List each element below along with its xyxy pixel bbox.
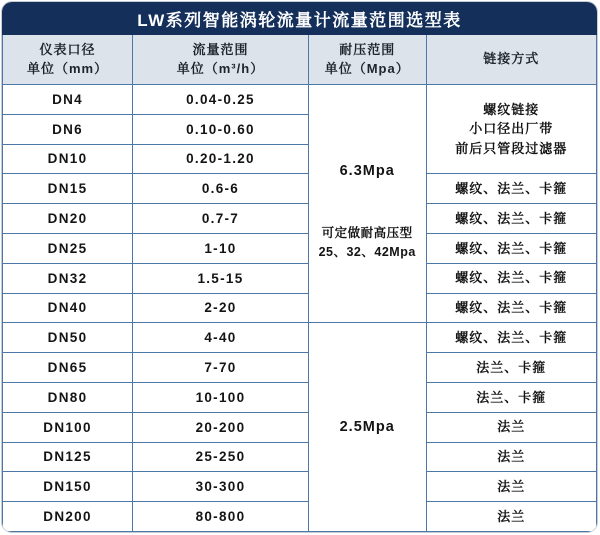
connection-line: 法兰 xyxy=(497,419,526,435)
connection-cell xyxy=(427,472,597,502)
column-header-label: 流量范围 xyxy=(192,41,249,57)
diameter-cell: DN80 xyxy=(3,383,133,413)
connection-line: 法兰 xyxy=(497,479,526,495)
connection-cell xyxy=(427,234,597,264)
flow-range-cell: 2-20 xyxy=(133,294,309,324)
pressure-cell xyxy=(309,323,427,532)
diameter-cell: DN10 xyxy=(3,145,133,175)
column-header-label: 耐压范围 xyxy=(339,41,396,57)
connection-line: 法兰 xyxy=(497,449,526,465)
diameter-cell: DN125 xyxy=(3,443,133,473)
diameter-cell: DN65 xyxy=(3,353,133,383)
flow-range-cell: 80-800 xyxy=(133,502,309,532)
diameter-cell: DN20 xyxy=(3,204,133,234)
diameter-cell: DN40 xyxy=(3,294,133,324)
column-header-label: 仪表口径 xyxy=(39,41,96,57)
connection-line: 法兰、卡箍 xyxy=(476,389,547,405)
flow-range-cell: 0.20-1.20 xyxy=(133,145,309,175)
selection-table-card xyxy=(2,2,597,532)
diameter-cell: DN100 xyxy=(3,413,133,443)
connection-cell xyxy=(427,204,597,234)
pressure-cell xyxy=(309,85,427,323)
flow-range-cell: 1.5-15 xyxy=(133,264,309,294)
column-header-unit: 单位（Mpa） xyxy=(324,60,410,76)
diameter-cell: DN15 xyxy=(3,174,133,204)
flow-range-cell: 0.7-7 xyxy=(133,204,309,234)
column-header-2 xyxy=(133,35,309,85)
connection-line: 法兰、卡箍 xyxy=(476,359,547,375)
diameter-cell: DN200 xyxy=(3,502,133,532)
diameter-cell: DN150 xyxy=(3,472,133,502)
flow-range-cell: 25-250 xyxy=(133,443,309,473)
connection-cell xyxy=(427,174,597,204)
pressure-value: 2.5Mpa xyxy=(339,419,395,436)
column-header-1 xyxy=(3,35,133,85)
diameter-cell: DN4 xyxy=(3,85,133,115)
connection-cell xyxy=(427,85,597,174)
table-title: LW系列智能涡轮流量计流量范围选型表 xyxy=(2,2,597,35)
flow-range-cell: 7-70 xyxy=(133,353,309,383)
connection-cell xyxy=(427,264,597,294)
connection-line: 螺纹、法兰、卡箍 xyxy=(455,270,568,286)
flow-range-cell: 1-10 xyxy=(133,234,309,264)
connection-cell xyxy=(427,443,597,473)
pressure-value: 6.3Mpa xyxy=(339,163,395,179)
pressure-note-line: 25、32、42Mpa xyxy=(318,244,416,259)
connection-line: 螺纹、法兰、卡箍 xyxy=(455,210,568,226)
flow-range-cell: 10-100 xyxy=(133,383,309,413)
flow-range-cell: 0.04-0.25 xyxy=(133,85,309,115)
diameter-cell: DN50 xyxy=(3,323,133,353)
connection-cell xyxy=(427,383,597,413)
connection-line: 法兰 xyxy=(497,508,526,524)
pressure-note-line: 可定做耐高压型 xyxy=(321,226,413,240)
diameter-cell: DN25 xyxy=(3,234,133,264)
column-header-unit: 单位（mm） xyxy=(26,60,109,76)
flow-range-cell: 20-200 xyxy=(133,413,309,443)
diameter-cell: DN6 xyxy=(3,115,133,145)
flow-range-cell: 4-40 xyxy=(133,323,309,353)
diameter-cell: DN32 xyxy=(3,264,133,294)
column-header-4 xyxy=(427,35,597,85)
connection-cell xyxy=(427,413,597,443)
column-header-unit: 单位（m³/h） xyxy=(176,60,265,76)
selection-table xyxy=(2,35,597,532)
connection-line: 螺纹、法兰、卡箍 xyxy=(455,330,568,346)
column-header-label: 链接方式 xyxy=(483,51,540,67)
connection-line: 螺纹链接 xyxy=(483,101,540,117)
connection-cell xyxy=(427,502,597,532)
flow-range-cell: 0.10-0.60 xyxy=(133,115,309,145)
connection-cell xyxy=(427,353,597,383)
flow-range-cell: 30-300 xyxy=(133,472,309,502)
connection-line: 螺纹、法兰、卡箍 xyxy=(455,181,568,197)
pressure-note xyxy=(319,224,416,262)
connection-line: 螺纹、法兰、卡箍 xyxy=(455,240,568,256)
connection-line: 前后只管段过滤器 xyxy=(455,140,568,156)
connection-line: 螺纹、法兰、卡箍 xyxy=(455,300,568,316)
column-header-3 xyxy=(309,35,427,85)
flow-range-cell: 0.6-6 xyxy=(133,174,309,204)
connection-cell xyxy=(427,323,597,353)
connection-cell xyxy=(427,294,597,324)
connection-line: 小口径出厂带 xyxy=(469,121,554,137)
